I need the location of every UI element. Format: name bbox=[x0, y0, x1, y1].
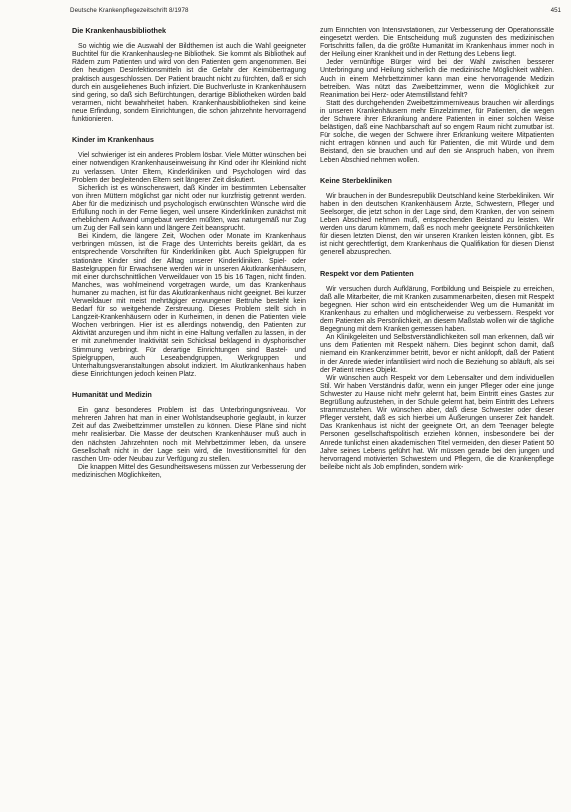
paragraph: Wir brauchen in der Bundesrepublik Deutschland keine Sterbekliniken. Wir haben in den deutschen Krankenhäusern Ärzte, Schwestern, Pfleger und Seelsorger, die jetzt schon in der Lage sind, dem Kranken, der von seinem Leben Abschied nehmen muß, entsprechenden Beistand zu leisten. Wir werden uns darum kümmern, daß es noch mehr geeignete Persönlichkeiten für diesen letzten Dienst, den wir unseren Kranken leisten können, gibt. Es ist nicht gerechtfertigt, dem Krankenhaus die Qualifikation für diesen Dienst generell abzusprechen. bbox=[320, 192, 554, 257]
section-heading: Respekt vor dem Patienten bbox=[320, 268, 414, 278]
paragraph: Die knappen Mittel des Gesundheitswesens müssen zur Verbesserung der medizinischen Möglichkeiten, bbox=[72, 463, 306, 479]
page-number: 451 bbox=[550, 7, 561, 14]
paragraph: So wichtig wie die Auswahl der Bildthemen ist auch die Wahl geeigneter Buchtitel für die Krankenhausleg-ne Bibliothek. Sie kommt als Bibliothek auf Rädern zum Patienten und wird von den Patienten gern angenommen. Bei den heutigen Desinfektionsmitteln ist die Gefahr der Keimübertragung praktisch ausgeschlossen. Der Patient braucht nicht zu fürchten, daß er sich durch ein ausgeliehenes Buch infiziert. Die Buchverluste in Krankenhäusern sind gering, so daß sich Befürchtungen, derartige Bibliotheken würden bald verarmen, nicht bewahrheitet haben. Krankenhausbibliotheken sind keine neue Erfindung, sondern Einrichtungen, die schon jahrzehnte hervorragend funktionieren. bbox=[72, 43, 306, 124]
section-heading: Die Krankenhausbibliothek bbox=[72, 27, 167, 35]
paragraph: Viel schwieriger ist ein anderes Problem lösbar. Viele Mütter wünschen bei einer notwendigen Krankenhauseinweisung ihr Kind oder ihr Kleinkind nicht zu verlassen. Unter Eltern, Kinderkliniken und Psychologen wird das Problem der begleitenden Eltern seit längerer Zeit diskutiert. bbox=[72, 152, 306, 184]
journal-title: Deutsche Krankenpflegezeitschrift 8/1978 bbox=[70, 7, 189, 14]
section-heading: Humanität und Medizin bbox=[72, 389, 152, 399]
paragraph: Statt des durchgehenden Zweibettzimmerniveaus brauchen wir allerdings in unseren Krankenhäusern mehr Einzelzimmer, für Patienten, die wegen der Schwere ihrer Erkrankung andere Patienten in einer solchen Weise belästigen, daß eine Nachbarschaft auf so engem Raum nicht zumutbar ist. Für solche, die wegen der Schwere ihrer Erkrankung weitere Mitpatienten nicht ertragen können und auch für Patienten, die mit Würde und dem Beistand, den sie brauchen und auf den sie Anspruch haben, von ihrem Leben Abschied nehmen wollen. bbox=[320, 99, 554, 164]
paragraph: Ein ganz besonderes Problem ist das Unterbringungsniveau. Vor mehreren Jahren hat man in einer Wohlstandseuphorie geglaubt, in kurzer Zeit auf das Zweibettzimmer umstellen zu können. Diese Pläne sind nicht mehr realisierbar. Die Masse der deutschen Krankenhäuser muß auch in den nächsten Jahrzehnten noch mit Mehrbettzimmer leben, da unsere Gesellschaft nicht in der Lage sein wird, die Investitionsmittel für den raschen Um- oder Neubau zur Verfügung zu stellen. bbox=[72, 407, 306, 463]
paragraph: An Klinikgeleiten und Selbstverständlichkeiten soll man erkennen, daß wir uns dem Patienten mit Respekt nähern. Dies beginnt schon damit, daß niemand ein Krankenzimmer betritt, bevor er nicht anklopft, daß der Patient in der Anrede wieder infantilisiert wird noch die Beziehung so abläuft, als sei der Patient reines Objekt. bbox=[320, 334, 554, 374]
right-column bbox=[320, 27, 554, 812]
page-header bbox=[70, 7, 561, 19]
paragraph: zum Einrichten von Intensivstationen, zur Verbesserung der Operationssäle eingesetzt werden. Die Entscheidung muß zugunsten des medizinischen Fortschritts fallen, da die größte Humanität im Krankenhaus immer noch in der Heilung einer Krankheit und in der Rettung des Lebens liegt. bbox=[320, 27, 554, 59]
paragraph: Jeder vernünftige Bürger wird bei der Wahl zwischen besserer Unterbringung und Heilung sicherlich die medizinische Möglichkeit wählen. Auch in einem Mehrbettzimmer kann man eine hervorragende Medizin betreiben. Was nützt das Zweibettzimmer, wenn die Möglichkeit zur Reanimation bei Herz- oder Atemstillstand fehlt? bbox=[320, 59, 554, 99]
paragraph: Bei Kindern, die längere Zeit, Wochen oder Monate im Krankenhaus verbringen müssen, ist die Frage des Unterrichts bereits geklärt, da es entsprechende Vorschriften für Kinderkliniken gibt. Auch Spielgruppen für stationäre Kinder sind der Alltag unserer Kinderkliniken. Spiel- oder Bastelgruppen für Erwachsene werden wir in unseren Akutkrankenhäusern, mit einer durchschnittlichen Verweildauer von 15 bis 16 Tagen, nicht finden. Manches, was wohlmeinend vorgetragen wurde, um das Krankenhaus humaner zu machen, ist für das Akutkrankenhaus nicht geeignet. Bei kurzer Verweildauer mit meist mehrtägiger erzwungener Bettruhe besteht kein Bedarf für so weitgehende Zerstreuung. Dieses Problem stellt sich in Langzeit-Krankenhäusern oder in Kurheimen, in denen die Patienten viele Wochen verbringen. Hier ist es allerdings notwendig, den Patienten zur Aktivität anzuregen und ihm nicht in eine Haltung verfallen zu lassen, in der er mit zunehmender Inaktivität sein Schicksal beklagend in dysphorischer Stimmung verbringt. Für derartige Einrichtungen sind Bastel- und Spielgruppen, auch Leseabendgruppen, Werkgruppen und Unterhaltungsveranstaltungen absolut indiziert. Im Akutkrankenhaus haben diese Einrichtungen jedoch keinen Platz. bbox=[72, 233, 306, 378]
left-column bbox=[72, 27, 306, 812]
paragraph: Wir versuchen durch Aufklärung, Fortbildung und Beispiele zu erreichen, daß alle Mitarbeiter, die mit Kranken zusammenarbeiten, diesen mit Respekt begegnen. Hier schon wird ein entscheidender Weg um die Humanität im Krankenhaus zu erhalten und möglicherweise zu verbessern. Respekt vor dem Patienten als Persönlichkeit, an diesem Maßstab wollen wir die tägliche Begegnung mit dem Kranken gemessen haben. bbox=[320, 285, 554, 334]
paragraph: Sicherlich ist es wünschenswert, daß Kinder im bestimmten Lebensalter von ihren Müttern möglichst gar nicht oder nur kurzfristig getrennt werden. Aber für die medizinisch und psychologisch erwünschten Wünsche wird die Erfüllung noch in der Ferne liegen, weil unsere Kinderkliniken zunächst mit erheblichem Aufwand umgebaut werden müßten, was naturgemäß nur Zug um Zug der Fall sein kann und längere Zeit beansprucht. bbox=[72, 184, 306, 233]
section-heading: Keine Sterbekliniken bbox=[320, 175, 392, 185]
paragraph: Wir wünschen auch Respekt vor dem Lebensalter und dem individuellen Stil. Wir haben Verständnis dafür, wenn ein junger Pfleger oder eine junge Schwester zu Hause nicht mehr gelernt hat, beim Eintritt eines Gastes zur Begrüßung aufzustehen, in der Schule gelernt hat, beim Eintritt des Lehrers strammzustehen. Wir wünschen aber, daß diese Schwester oder dieser Pfleger versteht, daß es sich hierbei um Äußerungen unserer Zeit handelt. Das Krankenhaus ist nicht der geeignete Ort, an dem Teenager belegte Personen gesellschaftspolitisch erziehen können, insbesondere bei der Anrede tunlichst einen akademischen Titel vermeiden, den dieser Patient 50 Jahre seines Lebens geführt hat. Wir müssen gerade bei den jungen und hervorragend motivierten Schwestern und Pflegern, die die Krankenpflege beileibe nicht als Job empfinden, sondern wirk- bbox=[320, 374, 554, 471]
section-heading: Kinder im Krankenhaus bbox=[72, 135, 154, 145]
